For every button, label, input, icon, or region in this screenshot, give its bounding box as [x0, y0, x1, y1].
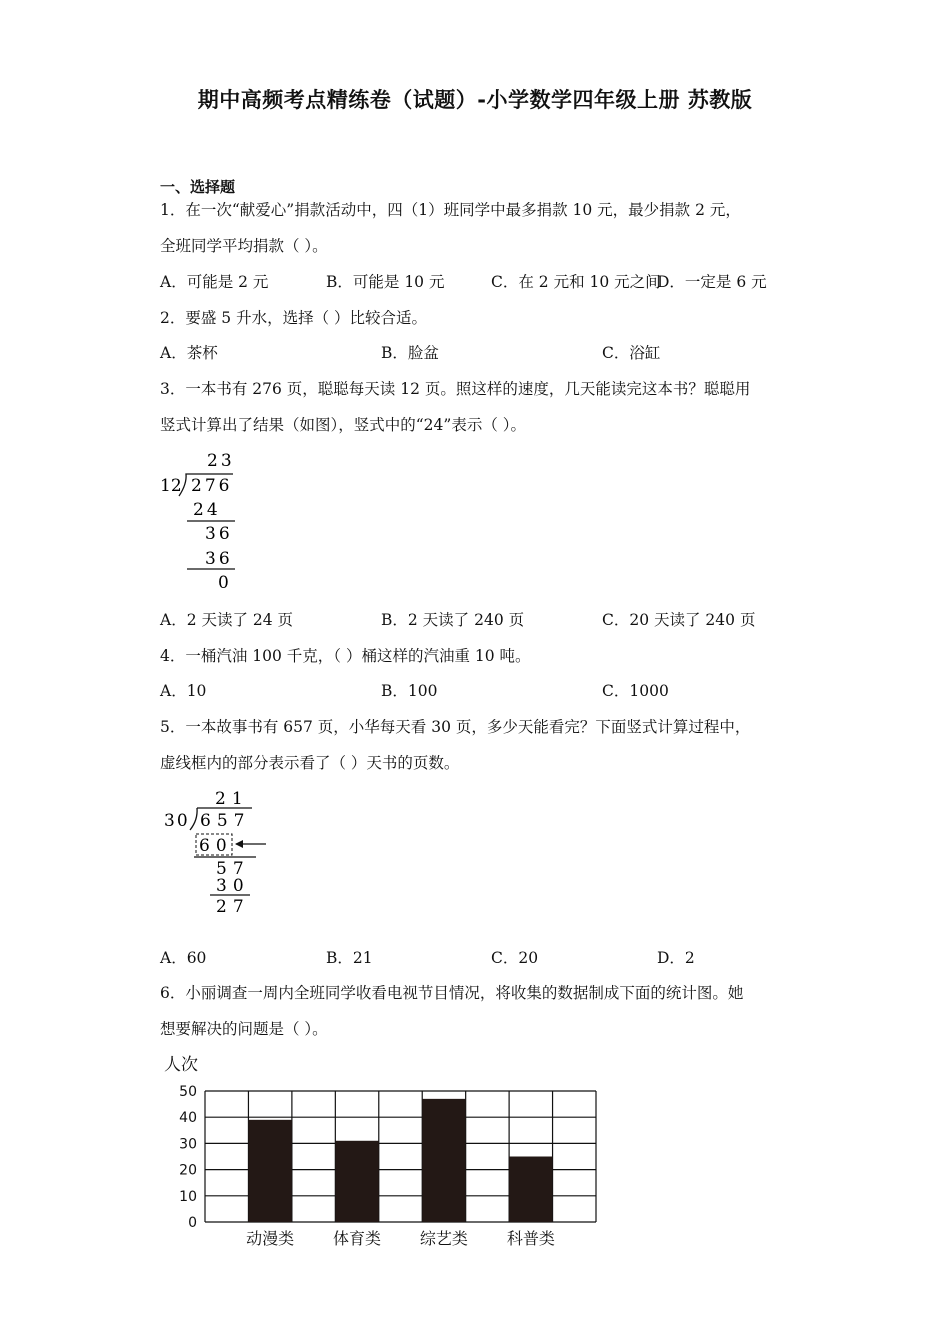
- division2-step3: 30: [216, 876, 250, 896]
- q5-option-c: C．20: [491, 949, 539, 967]
- question-6-line-1: 6．小丽调查一周内全班同学收看电视节目情况，将收集的数据制成下面的统计图。她: [160, 984, 744, 1002]
- question-4-line-1: 4．一桶汽油 100 千克，（ ）桶这样的汽油重 10 吨。: [160, 647, 531, 665]
- division2-step1: 60: [199, 836, 233, 856]
- chart-ytick-label: 50: [179, 1084, 197, 1100]
- chart-category-label: 综艺类: [419, 1229, 468, 1248]
- q5-option-d: D．2: [657, 949, 695, 967]
- q3-option-a: A．2 天读了 24 页: [160, 611, 294, 629]
- q3-option-c: C．20 天读了 240 页: [602, 611, 756, 629]
- q5-option-b: B．21: [326, 949, 373, 967]
- division1-quotient-text: 23: [207, 451, 235, 471]
- division2-divisor: 30: [164, 811, 190, 831]
- question-3-line-2: 竖式计算出了结果（如图），竖式中的“24”表示（ ）。: [160, 416, 526, 434]
- long-division-figure-1: [155, 448, 265, 596]
- chart-ytick-label: 30: [179, 1136, 197, 1153]
- chart-ytick-label: 20: [179, 1162, 197, 1179]
- q1-option-a: A．可能是 2 元: [160, 273, 269, 291]
- q5-option-a: A．60: [160, 949, 207, 967]
- chart-ytick-label: 0: [188, 1215, 197, 1231]
- division2-quotient: 21: [215, 789, 249, 809]
- chart-svg: [150, 1048, 610, 1258]
- division1-step3: 36: [205, 549, 233, 569]
- chart-ylabel: 人次: [164, 1055, 198, 1075]
- division2-bracket: [190, 808, 197, 830]
- q4-option-b: B．100: [381, 682, 438, 700]
- chart-category-label: 科普类: [506, 1229, 555, 1248]
- q2-option-c: C．浴缸: [602, 344, 661, 362]
- page-title: 期中高频考点精练卷（试题）-小学数学四年级上册 苏教版: [197, 88, 753, 112]
- q4-option-c: C．1000: [602, 682, 669, 700]
- chart-bar-1: [248, 1120, 291, 1222]
- chart-bar-3: [422, 1099, 465, 1222]
- q2-option-a: A．茶杯: [160, 344, 218, 362]
- q3-option-b: B．2 天读了 240 页: [381, 611, 525, 629]
- division2-step2: 57: [216, 859, 250, 879]
- question-6-line-2: 想要解决的问题是（ ）。: [160, 1020, 328, 1038]
- question-5-line-2: 虚线框内的部分表示看了（ ）天书的页数。: [160, 754, 460, 772]
- division1-divisor: 12: [160, 476, 182, 496]
- q4-option-a: A．10: [160, 682, 207, 700]
- long-division-figure-2: [160, 786, 275, 916]
- division1-dividend: 276: [191, 476, 233, 496]
- section-heading: 一、选择题: [160, 178, 236, 196]
- question-1-line-1: 1．在一次“献爱心”捐款活动中，四（1）班同学中最多捐款 10 元，最少捐款 2 元，: [160, 201, 741, 219]
- division1-remainder: 0: [218, 573, 229, 593]
- chart-ytick-label: 40: [179, 1110, 197, 1127]
- q1-option-b: B．可能是 10 元: [326, 273, 445, 291]
- division1-step1: 24: [193, 500, 221, 520]
- division2-remainder: 27: [216, 897, 250, 916]
- tv-survey-bar-chart: [150, 1048, 610, 1258]
- chart-bar-4: [509, 1157, 552, 1223]
- chart-bar-2: [335, 1141, 378, 1222]
- question-5-line-1: 5．一本故事书有 657 页，小华每天看 30 页，多少天能看完？下面竖式计算过程中，: [160, 718, 751, 736]
- q1-option-c: C．在 2 元和 10 元之间: [491, 273, 661, 291]
- chart-category-label: 动漫类: [246, 1229, 295, 1248]
- chart-category-label: 体育类: [333, 1229, 382, 1248]
- question-1-line-2: 全班同学平均捐款（ ）。: [160, 237, 328, 255]
- chart-ytick-label: 10: [179, 1188, 197, 1205]
- question-2-line-1: 2．要盛 5 升水，选择（ ）比较合适。: [160, 309, 428, 327]
- q2-option-b: B．脸盆: [381, 344, 439, 362]
- q1-option-d: D．一定是 6 元: [657, 273, 767, 291]
- division2-arrow-head: [235, 840, 243, 848]
- division1-step2: 36: [205, 524, 233, 544]
- division2-dividend: 657: [200, 811, 251, 831]
- question-3-line-1: 3．一本书有 276 页，聪聪每天读 12 页。照这样的速度，几天能读完这本书？聪聪用: [160, 380, 751, 398]
